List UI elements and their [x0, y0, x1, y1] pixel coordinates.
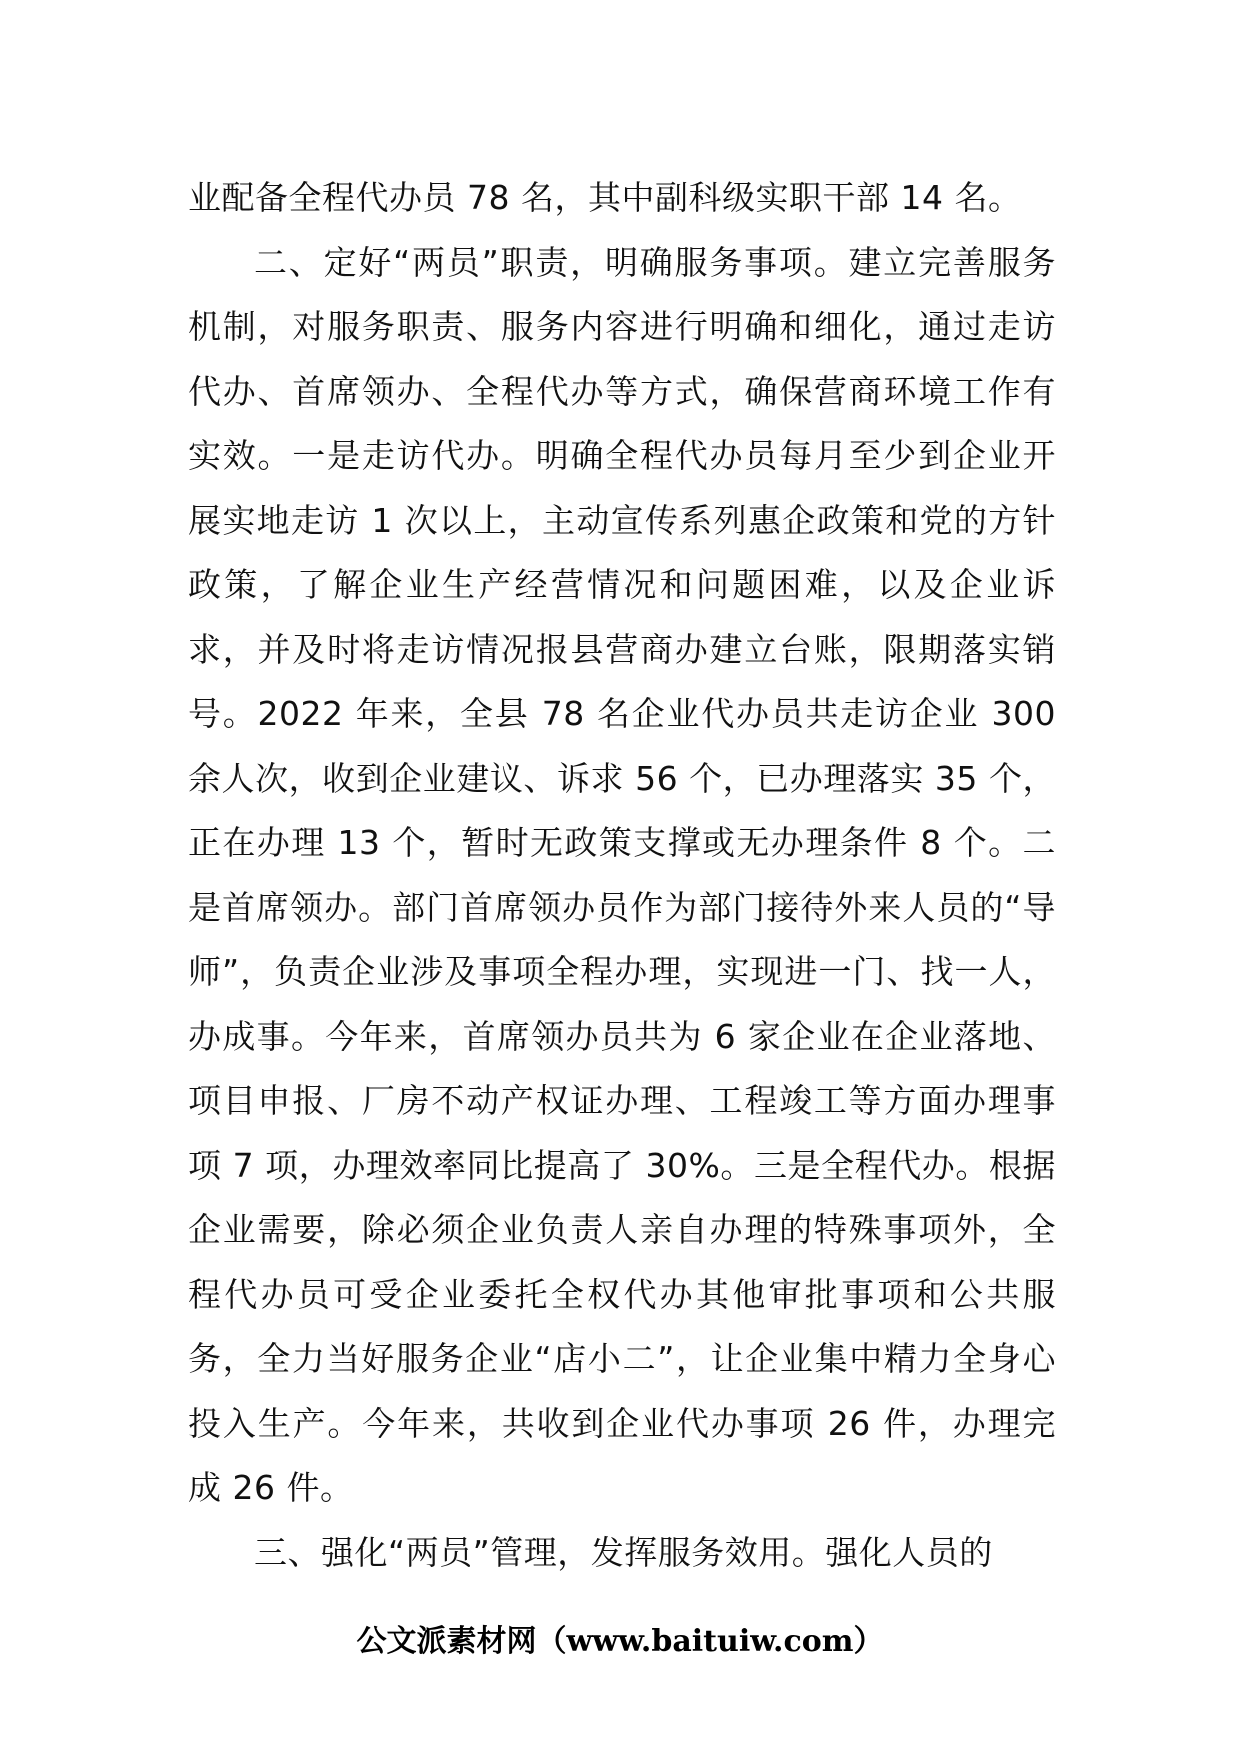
document-body [188, 166, 1056, 1585]
paragraph-3: 三、强化“两员”管理，发挥服务效用。强化人员的 [254, 1532, 993, 1572]
footer-watermark: 公文派素材网（www.baituiw.com） [356, 1624, 884, 1659]
paragraph-2: 二、定好“两员”职责，明确服务事项。建立完善服务机制，对服务职责、服务内容进行明确和细化，通过走访代办、首席领办、全程代办等方式，确保营商环境工作有实效。一是走访代办。明确全程代办员每月至少到企业开展实地走访 1 次以上，主动宣传系列惠企政策和党的方针政策，了解企业生产经营情况和问题困难，以及企业诉求，并及时将走访情况报县营商办建立台账，限期落实销号。2022 年来，全县 78 名企业代办员共走访企业 300 余人次，收到企业建议、诉求 56 个，已办理落实 35 个，正在办理 13 个，暂时无政策支撑或无办理条件 8 个。二是首席领办。部门首席领办员作为部门接待外来人员的“导师”，负责企业涉及事项全程办理，实现进一门、找一人，办成事。今年来，首席领办员共为 6 家企业在企业落地、项目申报、厂房不动产权证办理、工程竣工等方面办理事项 7 项，办理效率同比提高了 30%。三是全程代办。根据企业需要，除必须企业负责人亲自办理的特殊事项外，全程代办员可受企业委托全权代办其他审批事项和公共服务，全力当好服务企业“店小二”，让企业集中精力全身心投入生产。今年来，共收到企业代办事项 26 件，办理完成 26 件。 [188, 242, 1056, 1507]
paragraph-1: 业配备全程代办员 78 名，其中副科级实职干部 14 名。 [188, 178, 1022, 217]
